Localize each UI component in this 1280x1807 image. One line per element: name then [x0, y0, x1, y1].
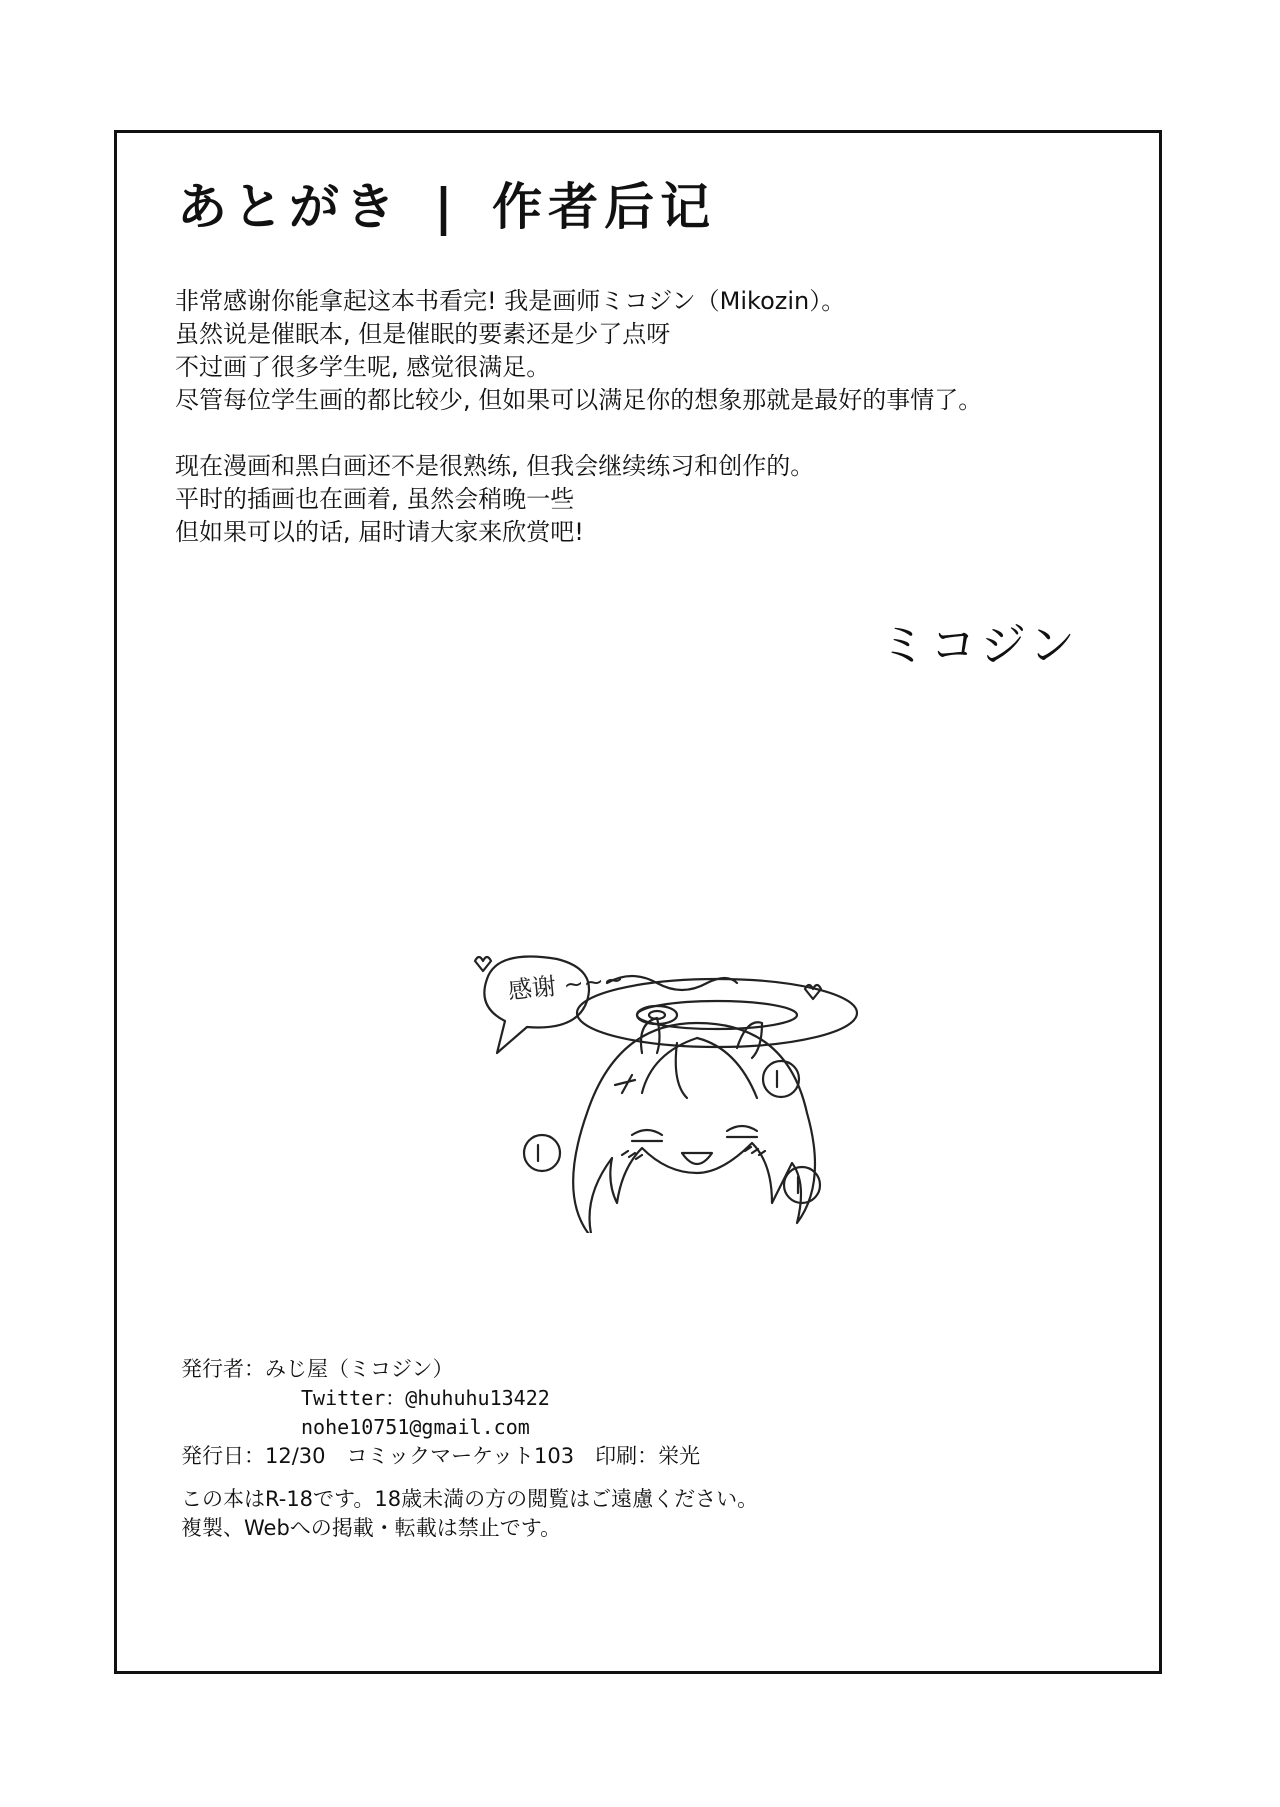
closed-eye [727, 1126, 757, 1131]
heart-icon [475, 957, 491, 971]
publication-date-line: 発行日：12/30 コミックマーケット103 印刷：栄光 [181, 1444, 701, 1468]
closed-eye [632, 1130, 662, 1135]
afterword-line: 非常感谢你能拿起这本书看完! 我是画师ミコジン（Mikozin）。 [175, 287, 846, 315]
title-chinese: 作者后记 [492, 178, 717, 236]
email-line: nohe10751@gmail.com [301, 1415, 530, 1439]
sparkle-circle [763, 1061, 799, 1097]
hair-outline [573, 1023, 815, 1233]
sparkle-circle [524, 1135, 560, 1171]
chibi-character-illustration [467, 793, 887, 1233]
speech-bubble-text: 感谢 ~~~ [506, 964, 625, 1005]
afterword-line: 但如果可以的话, 届时请大家来欣赏吧! [175, 518, 584, 546]
smile-mouth [682, 1153, 712, 1164]
paragraph-gap [175, 417, 982, 450]
page-title [177, 167, 716, 239]
title-japanese: あとがき [177, 178, 401, 236]
afterword-line: 虽然说是催眠本, 但是催眠的要素还是少了点呀 [175, 320, 671, 348]
afterword-line: 现在漫画和黑白画还不是很熟练, 但我会继续练习和创作的。 [175, 452, 815, 480]
afterword-line: 不过画了很多学生呢, 感觉很满足。 [175, 353, 551, 381]
age-notice: この本はR-18です。18歳未満の方の閲覧はご遠慮ください。 [181, 1487, 759, 1511]
afterword-line: 平时的插画也在画着, 虽然会稍晚一些 [175, 485, 575, 513]
page-frame [114, 130, 1162, 1674]
afterword-text [175, 285, 982, 549]
publisher-line: 発行者：みじ屋（ミコジン） [181, 1357, 454, 1381]
title-separator: | [434, 178, 459, 236]
afterword-line: 尽管每位学生画的都比较少, 但如果可以满足你的想象那就是最好的事情了。 [175, 386, 983, 414]
copyright-notice: 複製、Webへの掲載・転載は禁止です。 [181, 1516, 562, 1540]
colophon [181, 1355, 758, 1543]
colophon-gap [181, 1471, 758, 1485]
author-signature: ミコジン [880, 618, 1079, 672]
twitter-line: Twitter：@huhuhu13422 [301, 1386, 550, 1410]
